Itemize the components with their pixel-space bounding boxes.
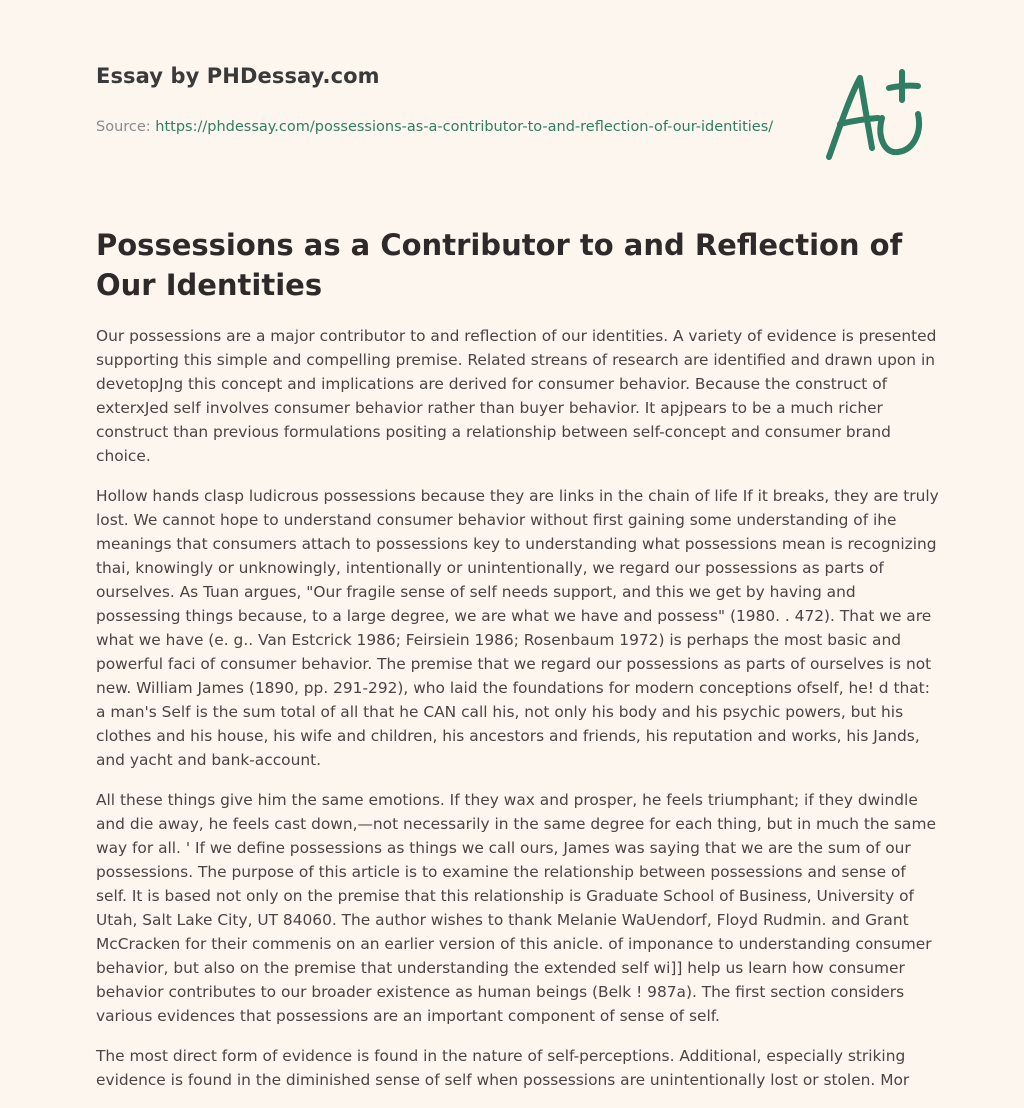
article-title: Possessions as a Contributor to and Reflection of Our Identities [96, 228, 903, 302]
paragraph: Hollow hands clasp ludicrous possessions because they are links in the chain of life If it breaks, they are truly lost. We cannot hope to understand consumer behavior without first gaining some understanding of ihe meanings that consumers attach to possessions key to understanding what possessions mean is recognizing thai, knowingly or unknowingly, intentionally or unintentionally, we regard our possessions as parts of ourselves. As Tuan argues, "Our fragile sense of self needs support, and this we get by having and possessing things because, to a large degree, we are what we have and possess" (1980. . 472). That we are what we have (e. g.. Van Estcrick 1986; Feirsiein 1986; Rosenbaum 1972) is perhaps the most basic and powerful faci of consumer behavior. The premise that we regard our possessions as parts of ourselves is not new. William James (1890, pp. 291-292), who laid the foundations for modern conceptions ofself, he! d that: a man's Self is the sum total of all that he CAN call his, not only his body and his psychic powers, but his clothes and his house, his wife and children, his ancestors and friends, his reputation and works, his Jands, and yacht and bank-account. [96, 487, 939, 769]
source-label: Source: [96, 119, 151, 135]
source-line [96, 115, 796, 139]
paragraph: All these things give him the same emotions. If they wax and prosper, he feels triumphant; if they dwindle and die away, he feels cast down,—not necessarily in the same degree for each thing, but in much the same way for all. ' If we define possessions as things we call ours, James was saying that we are the sum of our possessions. The purpose of this article is to examine the relationship between possessions and sense of self. It is based not only on the premise that this relationship is Graduate School of Business, University of Utah, Salt Lake City, UT 84060. The author wishes to thank Melanie WaUendorf, Floyd Rudmin. and Grant McCracken for their commenis on an earlier version of this anicle. of imponance to understanding consumer behavior, but also on the premise that understanding the extended self wi]] help us learn how consumer behavior contributes to our broader existence as human beings (Belk ! 987a). The first section considers various evidences that possessions are an important component of sense of self. [96, 791, 936, 1025]
source-link[interactable]: https://phdessay.com/possessions-as-a-contributor-to-and-reflection-of-our-identities/ [155, 119, 774, 135]
site-title: Essay by PHDessay.com [96, 64, 380, 88]
article-body [96, 324, 941, 1108]
paragraph: Our possessions are a major contributor to and reflection of our identities. A variety of evidence is presented supporting this simple and compelling premise. Related streans of research are identified and drawn upon in devetopJng this concept and implications are derived for consumer behavior. Because the construct of exterxJed self involves consumer behavior rather than buyer behavior. It apjpears to be a much richer construct than previous formulations positing a relationship between self-concept and consumer brand choice. [96, 327, 937, 465]
a-plus-logo-icon [822, 66, 932, 166]
page-header [96, 64, 796, 139]
paragraph: The most direct form of evidence is found in the nature of self-perceptions. Additional, especially striking evidence is found in the diminished sense of self when possessions are unintentionally lost or stolen. Mor [96, 1047, 910, 1089]
